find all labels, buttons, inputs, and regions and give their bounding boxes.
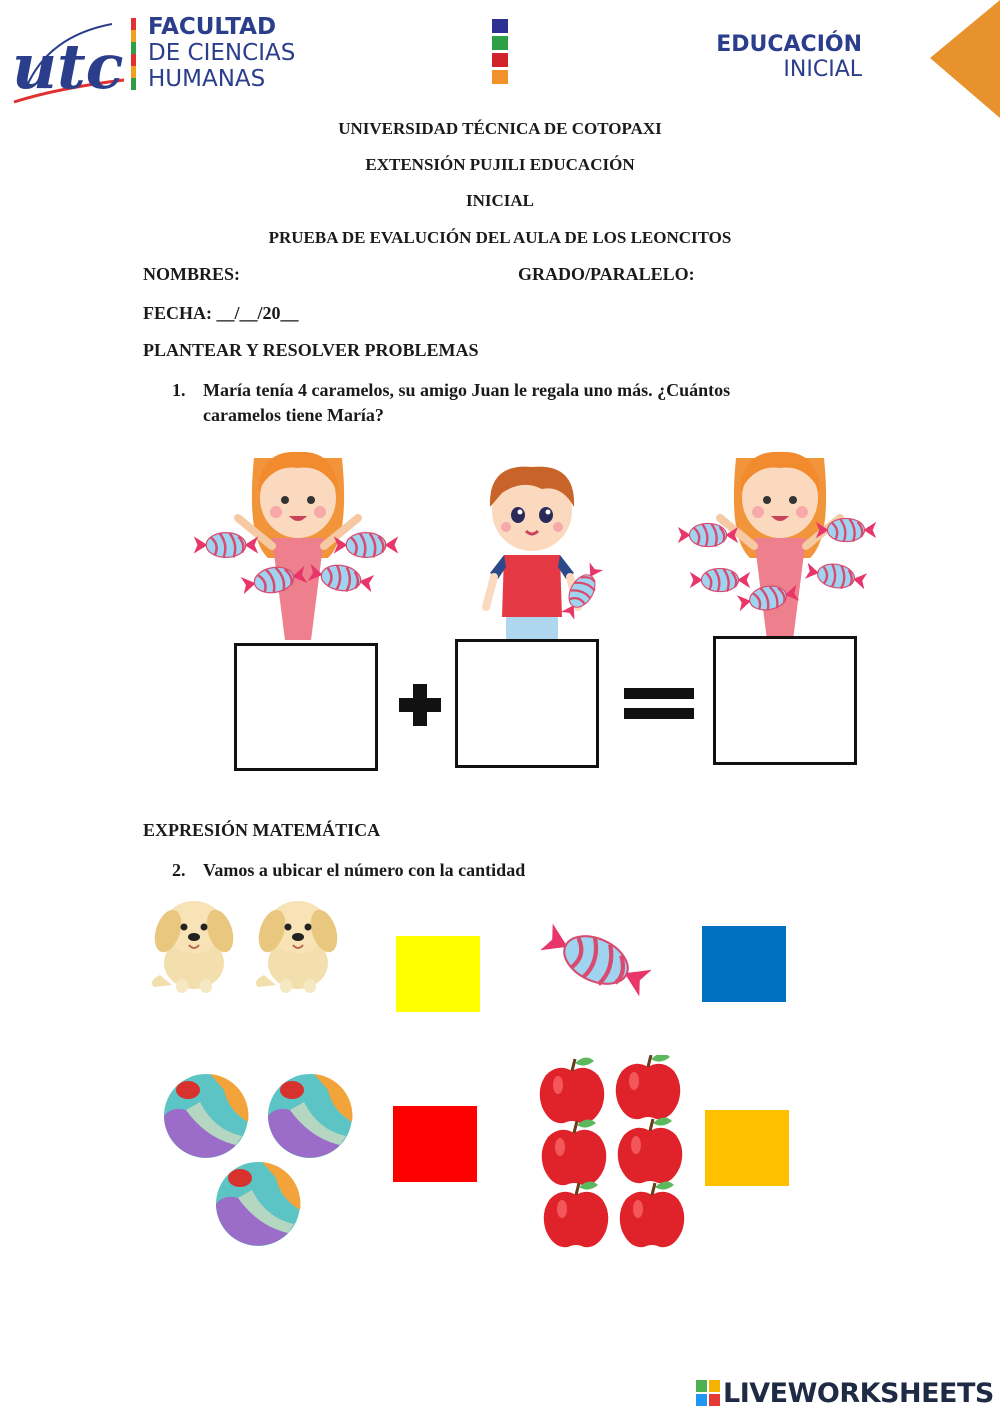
question1-number: 1.: [172, 380, 186, 400]
color-stripes: [492, 19, 508, 84]
girl-with-5-candies: [668, 450, 888, 640]
liveworksheets-logo: [696, 1378, 994, 1408]
utc-logo-text: utc: [12, 30, 124, 103]
swatch-red[interactable]: [393, 1106, 477, 1182]
logo-divider: [131, 18, 136, 90]
boy-with-1-candy: [470, 455, 615, 640]
girl-with-4-candies: [186, 450, 411, 640]
program-name: [700, 32, 862, 82]
program-title: INICIAL: [465, 191, 535, 210]
utc-logo: [8, 18, 128, 110]
faculty-line-3: HUMANAS: [148, 66, 266, 92]
program-line-1: EDUCACIÓN: [716, 32, 862, 57]
stripe-2: [492, 36, 508, 50]
faculty-name: [148, 14, 295, 92]
question2-number: 2.: [172, 860, 186, 880]
puppies-group: [148, 895, 348, 1000]
equals-sign: [622, 686, 696, 722]
section1-heading: PLANTEAR Y RESOLVER PROBLEMAS: [143, 340, 479, 360]
test-title: PRUEBA DE EVALUCIÓN DEL AULA DE LOS LEONCITOS: [268, 228, 732, 247]
names-label: NOMBRES:: [143, 264, 241, 284]
faculty-line-1: FACULTAD: [148, 14, 277, 40]
question1-line-1: María tenía 4 caramelos, su amigo Juan le regala uno más. ¿Cuántos: [203, 380, 731, 400]
answer-box-3[interactable]: [713, 636, 857, 765]
section2-heading: EXPRESIÓN MATEMÁTICA: [143, 820, 381, 840]
stripe-4: [492, 70, 508, 84]
question1-line-2: caramelos tiene María?: [203, 405, 384, 425]
liveworksheets-icon: [696, 1380, 720, 1406]
stripe-1: [492, 19, 508, 33]
liveworksheets-brand: LIVEWORKSHEETS: [723, 1377, 994, 1409]
question2-text: Vamos a ubicar el número con la cantidad: [203, 860, 526, 880]
swatch-yellow[interactable]: [396, 936, 480, 1012]
answer-box-1[interactable]: [234, 643, 378, 771]
swatch-blue[interactable]: [702, 926, 786, 1002]
question1-text: [203, 378, 730, 428]
balls-group: [158, 1070, 358, 1252]
answer-box-2[interactable]: [455, 639, 599, 768]
corner-triangle: [928, 0, 1000, 118]
swatch-orange[interactable]: [705, 1110, 789, 1186]
candy-group: [538, 910, 656, 1010]
plus-sign: [397, 682, 443, 728]
apples-group: [534, 1055, 690, 1251]
program-line-2: INICIAL: [783, 57, 862, 82]
grade-label: GRADO/PARALELO:: [518, 264, 695, 284]
university-title: UNIVERSIDAD TÉCNICA DE COTOPAXI: [338, 119, 662, 138]
date-label: FECHA: __/__/20__: [143, 303, 299, 323]
stripe-3: [492, 53, 508, 67]
extension-title: EXTENSIÓN PUJILI EDUCACIÓN: [365, 155, 635, 174]
faculty-line-2: DE CIENCIAS: [148, 40, 296, 66]
